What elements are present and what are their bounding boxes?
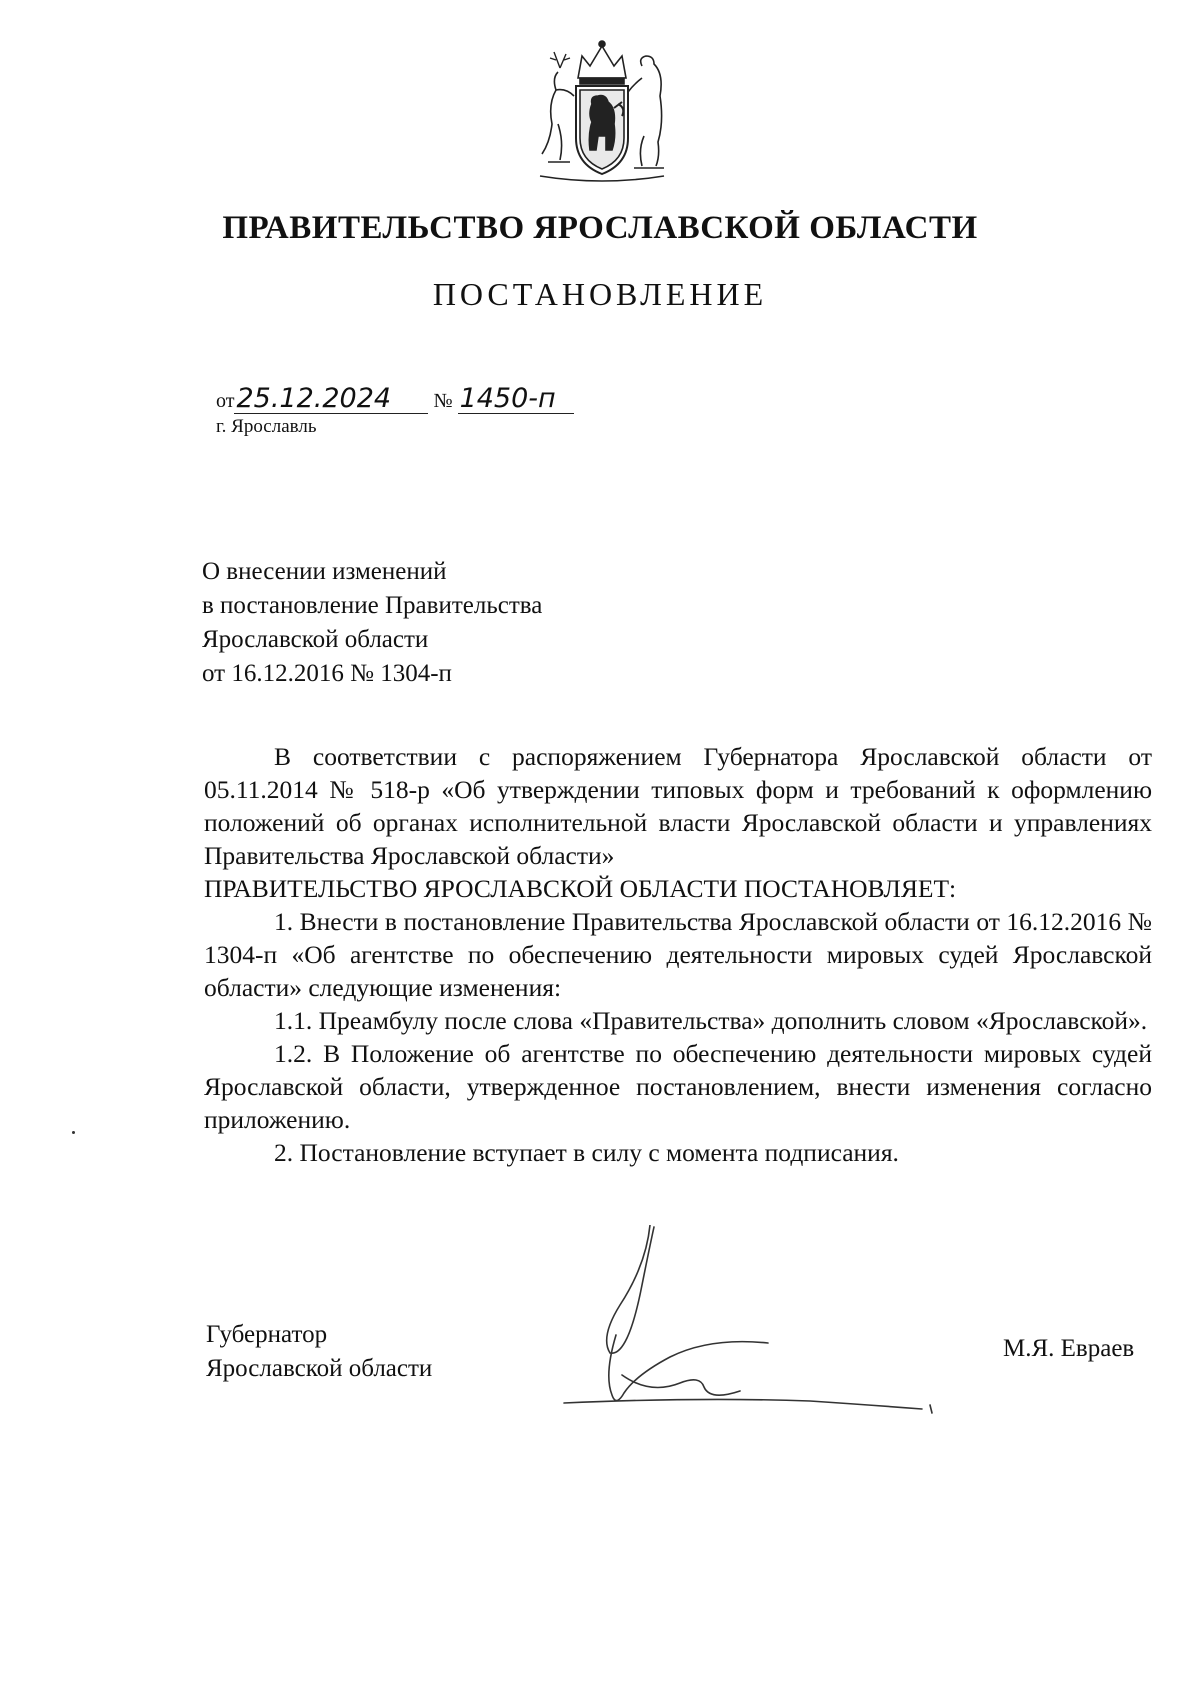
- subject-line: в постановление Правительства: [202, 592, 543, 619]
- subject-line: от 16.12.2016 № 1304-п: [202, 660, 452, 687]
- document-date: 25.12.2024: [234, 385, 428, 414]
- document-date-number-line: [216, 385, 574, 414]
- signatory-name: М.Я. Евраев: [1003, 1335, 1135, 1362]
- item-paragraph: 1. Внести в постановление Правительства Ярославской области от 16.12.2016 № 1304-п «Об агентстве по обеспечению деятельности мировых судей Ярославской области» следующие изменения:: [204, 907, 1152, 1002]
- document-city: г. Ярославль: [216, 416, 317, 437]
- preamble-paragraph: В соответствии с распоряжением Губернатора Ярославской области от 05.11.2014 № 518-р «Об утверждении типовых форм и требований к оформлению положений об органах исполнительной власти Ярославской области и управлениях Правительства Ярославской области»: [204, 742, 1152, 870]
- date-prefix-label: от: [216, 390, 235, 412]
- resolves-line: ПРАВИТЕЛЬСТВО ЯРОСЛАВСКОЙ ОБЛАСТИ ПОСТАНОВЛЯЕТ:: [204, 874, 957, 903]
- document-number: 1450-п: [458, 385, 574, 414]
- signatory-position: [206, 1318, 432, 1386]
- signatory-position-line: Ярославской области: [206, 1355, 433, 1382]
- document-body: [204, 740, 1152, 1169]
- government-title: ПРАВИТЕЛЬСТВО ЯРОСЛАВСКОЙ ОБЛАСТИ: [222, 210, 978, 246]
- signatory-position-line: Губернатор: [206, 1321, 328, 1348]
- handwritten-signature-icon: [550, 1225, 970, 1435]
- item-paragraph: 1.1. Преамбулу после слова «Правительства» дополнить словом «Ярославской».: [274, 1006, 1148, 1035]
- document-type-title: ПОСТАНОВЛЕНИЕ: [432, 276, 768, 312]
- item-paragraph: 1.2. В Положение об агентстве по обеспечению деятельности мировых судей Ярославской области, утвержденное постановлением, внести изменения согласно приложению.: [204, 1039, 1152, 1134]
- number-prefix-label: №: [433, 390, 453, 412]
- item-paragraph: 2. Постановление вступает в силу с момента подписания.: [274, 1138, 899, 1167]
- subject-line: Ярославской области: [202, 626, 429, 653]
- document-subject: [202, 555, 662, 691]
- scan-artifact-dot: [72, 1131, 75, 1134]
- coat-of-arms-icon: [530, 38, 675, 186]
- subject-line: О внесении изменений: [202, 558, 447, 585]
